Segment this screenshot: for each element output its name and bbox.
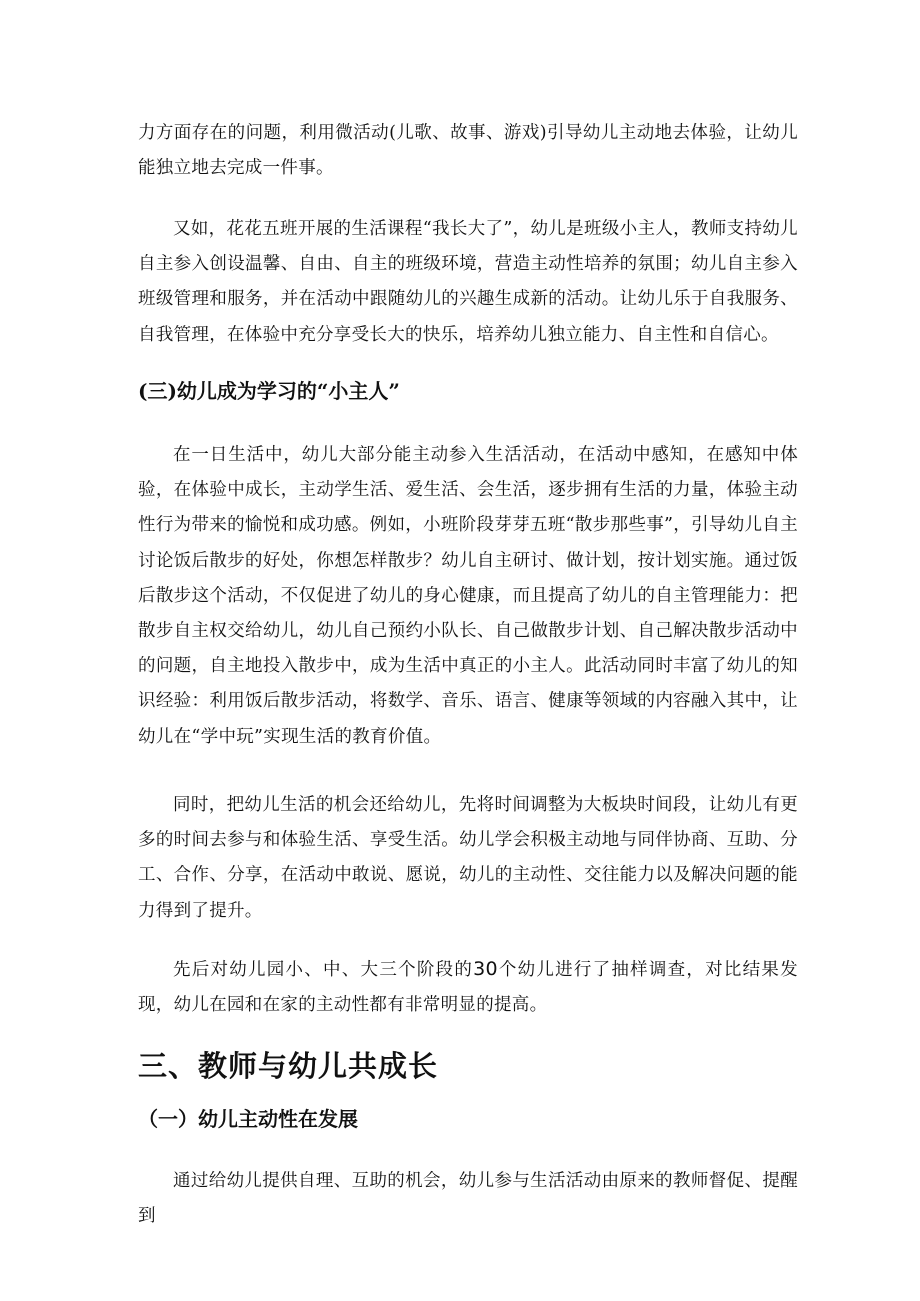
section-heading-teacher-child-growth: 三、教师与幼儿共成长: [138, 1049, 439, 1083]
paragraph-continuation: 力方面存在的问题，利用微活动(儿歌、故事、游戏)引导幼儿主动地去体验，让幼儿能独立地去完成一件事。: [138, 123, 798, 179]
paragraph-huahua-class: 又如，花花五班开展的生活课程“我长大了”，幼儿是班级小主人，教师支持幼儿自主参入创设温馨、自由、自主的班级环境，营造主动性培养的氛围；幼儿自主参入班级管理和服务，并在活动中跟随幼儿的兴趣生成新的活动。让幼儿乐于自我服务、自我管理，在体验中充分享受长大的快乐，培养幼儿独立能力、自主性和自信心。: [138, 219, 798, 345]
survey-text-before: 先后对幼儿园小、中、大三个阶段的: [173, 960, 474, 980]
paragraph-survey: [138, 952, 798, 1023]
paragraph-daily-life: 在一日生活中，幼儿大部分能主动参入生活活动，在活动中感知，在感知中体验，在体验中成长，主动学生活、爱生活、会生活，逐步拥有生活的力量，体验主动性行为带来的愉悦和成功感。例如，小班阶段芽芽五班“散步那些事”，引导幼儿自主讨论饭后散步的好处，你想怎样散步？幼儿自主研讨、做计划，按计划实施。通过饭后散步这个活动，不仅促进了幼儿的身心健康，而且提高了幼儿的自主管理能力：把散步自主权交给幼儿，幼儿自己预约小队长、自己做散步计划、自己解决散步活动中的问题，自主地投入散步中，成为生活中真正的小主人。此活动同时丰富了幼儿的知识经验：利用饭后散步活动，将数学、音乐、语言、健康等领域的内容融入其中，让幼儿在“学中玩”实现生活的教育价值。: [138, 445, 798, 747]
survey-text-after: 个幼儿进行了抽样调查，对比结果发现，幼儿在园和在家的主动性都有非常明显的提高。: [138, 960, 798, 1016]
subheading-child-as-learning-master: (三)幼儿成为学习的“小主人”: [138, 379, 400, 403]
paragraph-self-care-opportunities: 通过给幼儿提供自理、互助的机会，幼儿参与生活活动由原来的教师督促、提醒到: [138, 1171, 798, 1227]
paragraph-time-adjustment: 同时，把幼儿生活的机会还给幼儿，先将时间调整为大板块时间段，让幼儿有更多的时间去参与和体验生活、享受生活。幼儿学会积极主动地与同伴协商、互助、分工、合作、分享，在活动中敢说、愿说，幼儿的主动性、交往能力以及解决问题的能力得到了提升。: [138, 795, 798, 921]
subheading-initiative-development: （一）幼儿主动性在发展: [138, 1107, 358, 1131]
survey-count: 30: [473, 958, 498, 980]
